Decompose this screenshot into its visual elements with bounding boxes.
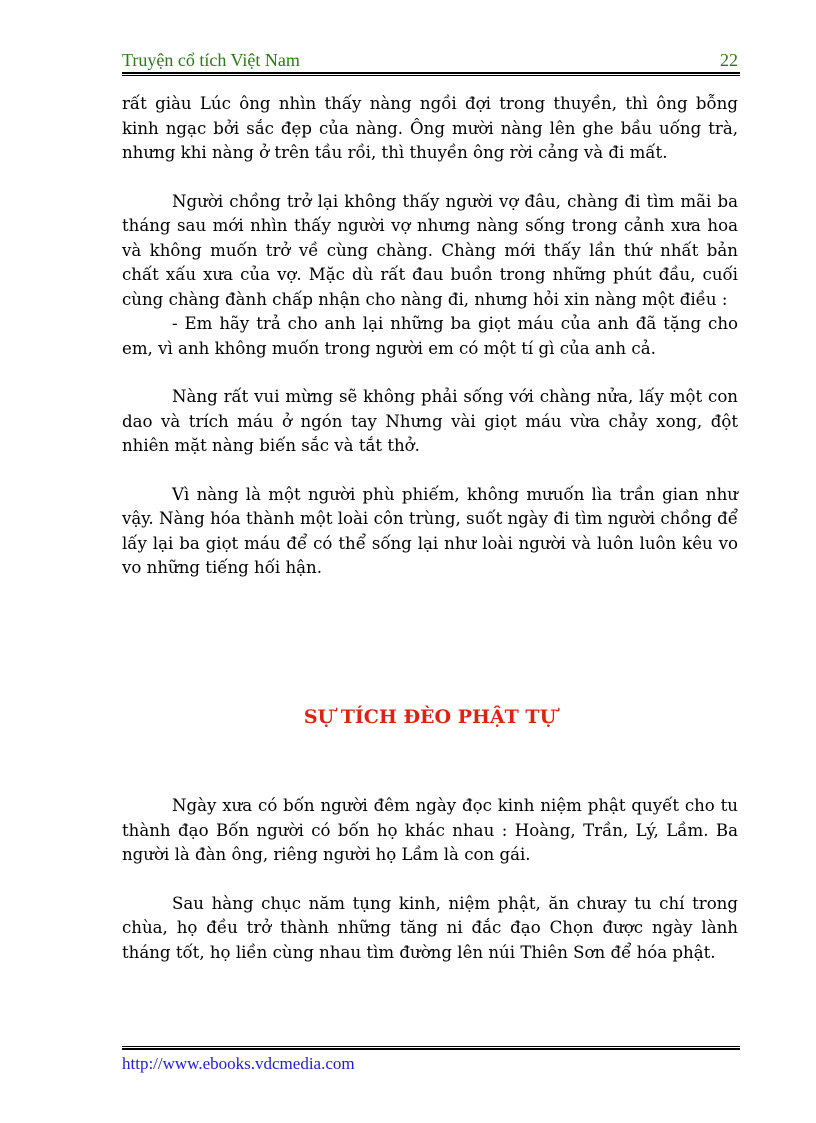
page-number: 22	[720, 50, 738, 70]
page-header	[122, 50, 740, 72]
footer-divider	[122, 1046, 740, 1050]
footer-link[interactable]: http://www.ebooks.vdcmedia.com	[122, 1054, 355, 1073]
section-heading: SỰ TÍCH ĐÈO PHẬT TỰ	[303, 706, 557, 728]
story-body	[122, 92, 738, 581]
paragraph: Sau hàng chục năm tụng kinh, niệm phật, ăn chưay tu chí trong chùa, họ đều trở thành những tăng ni đắc đạo Chọn được ngày lành tháng tốt, họ liền cùng nhau tìm đường lên núi Thiên Sơn để hóa phật.	[122, 893, 738, 962]
story-body-2	[122, 794, 738, 965]
paragraph: Vì nàng là một người phù phiếm, không mưuốn lìa trần gian như vậy. Nàng hóa thành một loài côn trùng, suốt ngày đi tìm người chồng để lấy lại ba giọt máu để có thể sống lại như loài người và luôn luôn kêu vo vo những tiếng hối hận.	[122, 484, 738, 577]
paragraph: Nàng rất vui mừng sẽ không phải sống với chàng nửa, lấy một con dao và trích máu ở ngón tay Nhưng vài giọt máu vừa chảy xong, đột nhiên mặt nàng biến sắc và tắt thở.	[122, 387, 738, 455]
book-title: Truyện cổ tích Việt Nam	[122, 50, 300, 70]
paragraph: - Em hãy trả cho anh lại những ba giọt máu của anh đã tặng cho em, vì anh không muốn trong người em có một tí gì của anh cả.	[122, 314, 738, 358]
paragraph: Người chồng trở lại không thấy người vợ đâu, chàng đi tìm mãi ba tháng sau mới nhìn thấy người vợ nhưng nàng sống trong cảnh xưa hoa và không muốn trở về cùng chàng. Chàng mới thấy lần thứ nhất bản chất xấu xưa của vợ. Mặc dù rất đau buồn trong những phút đầu, cuối cùng chàng đành chấp nhận cho nàng đi, nhưng hỏi xin nàng một điều :	[122, 191, 738, 309]
paragraph: rất giàu Lúc ông nhìn thấy nàng ngồi đợi trong thuyền, thì ông bỗng kinh ngạc bởi sắc đẹp của nàng. Ông mười nàng lên ghe bầu uống trà, nhưng khi nàng ở trên tầu rồi, thì thuyền ông rời cảng và đi mất.	[122, 94, 738, 162]
paragraph: Ngày xưa có bốn người đêm ngày đọc kinh niệm phật quyết cho tu thành đạo Bốn người có bốn họ khác nhau : Hoàng, Trần, Lý, Lầm. Ba người là đàn ông, riêng người họ Lầm là con gái.	[122, 796, 738, 864]
header-divider	[122, 72, 740, 76]
